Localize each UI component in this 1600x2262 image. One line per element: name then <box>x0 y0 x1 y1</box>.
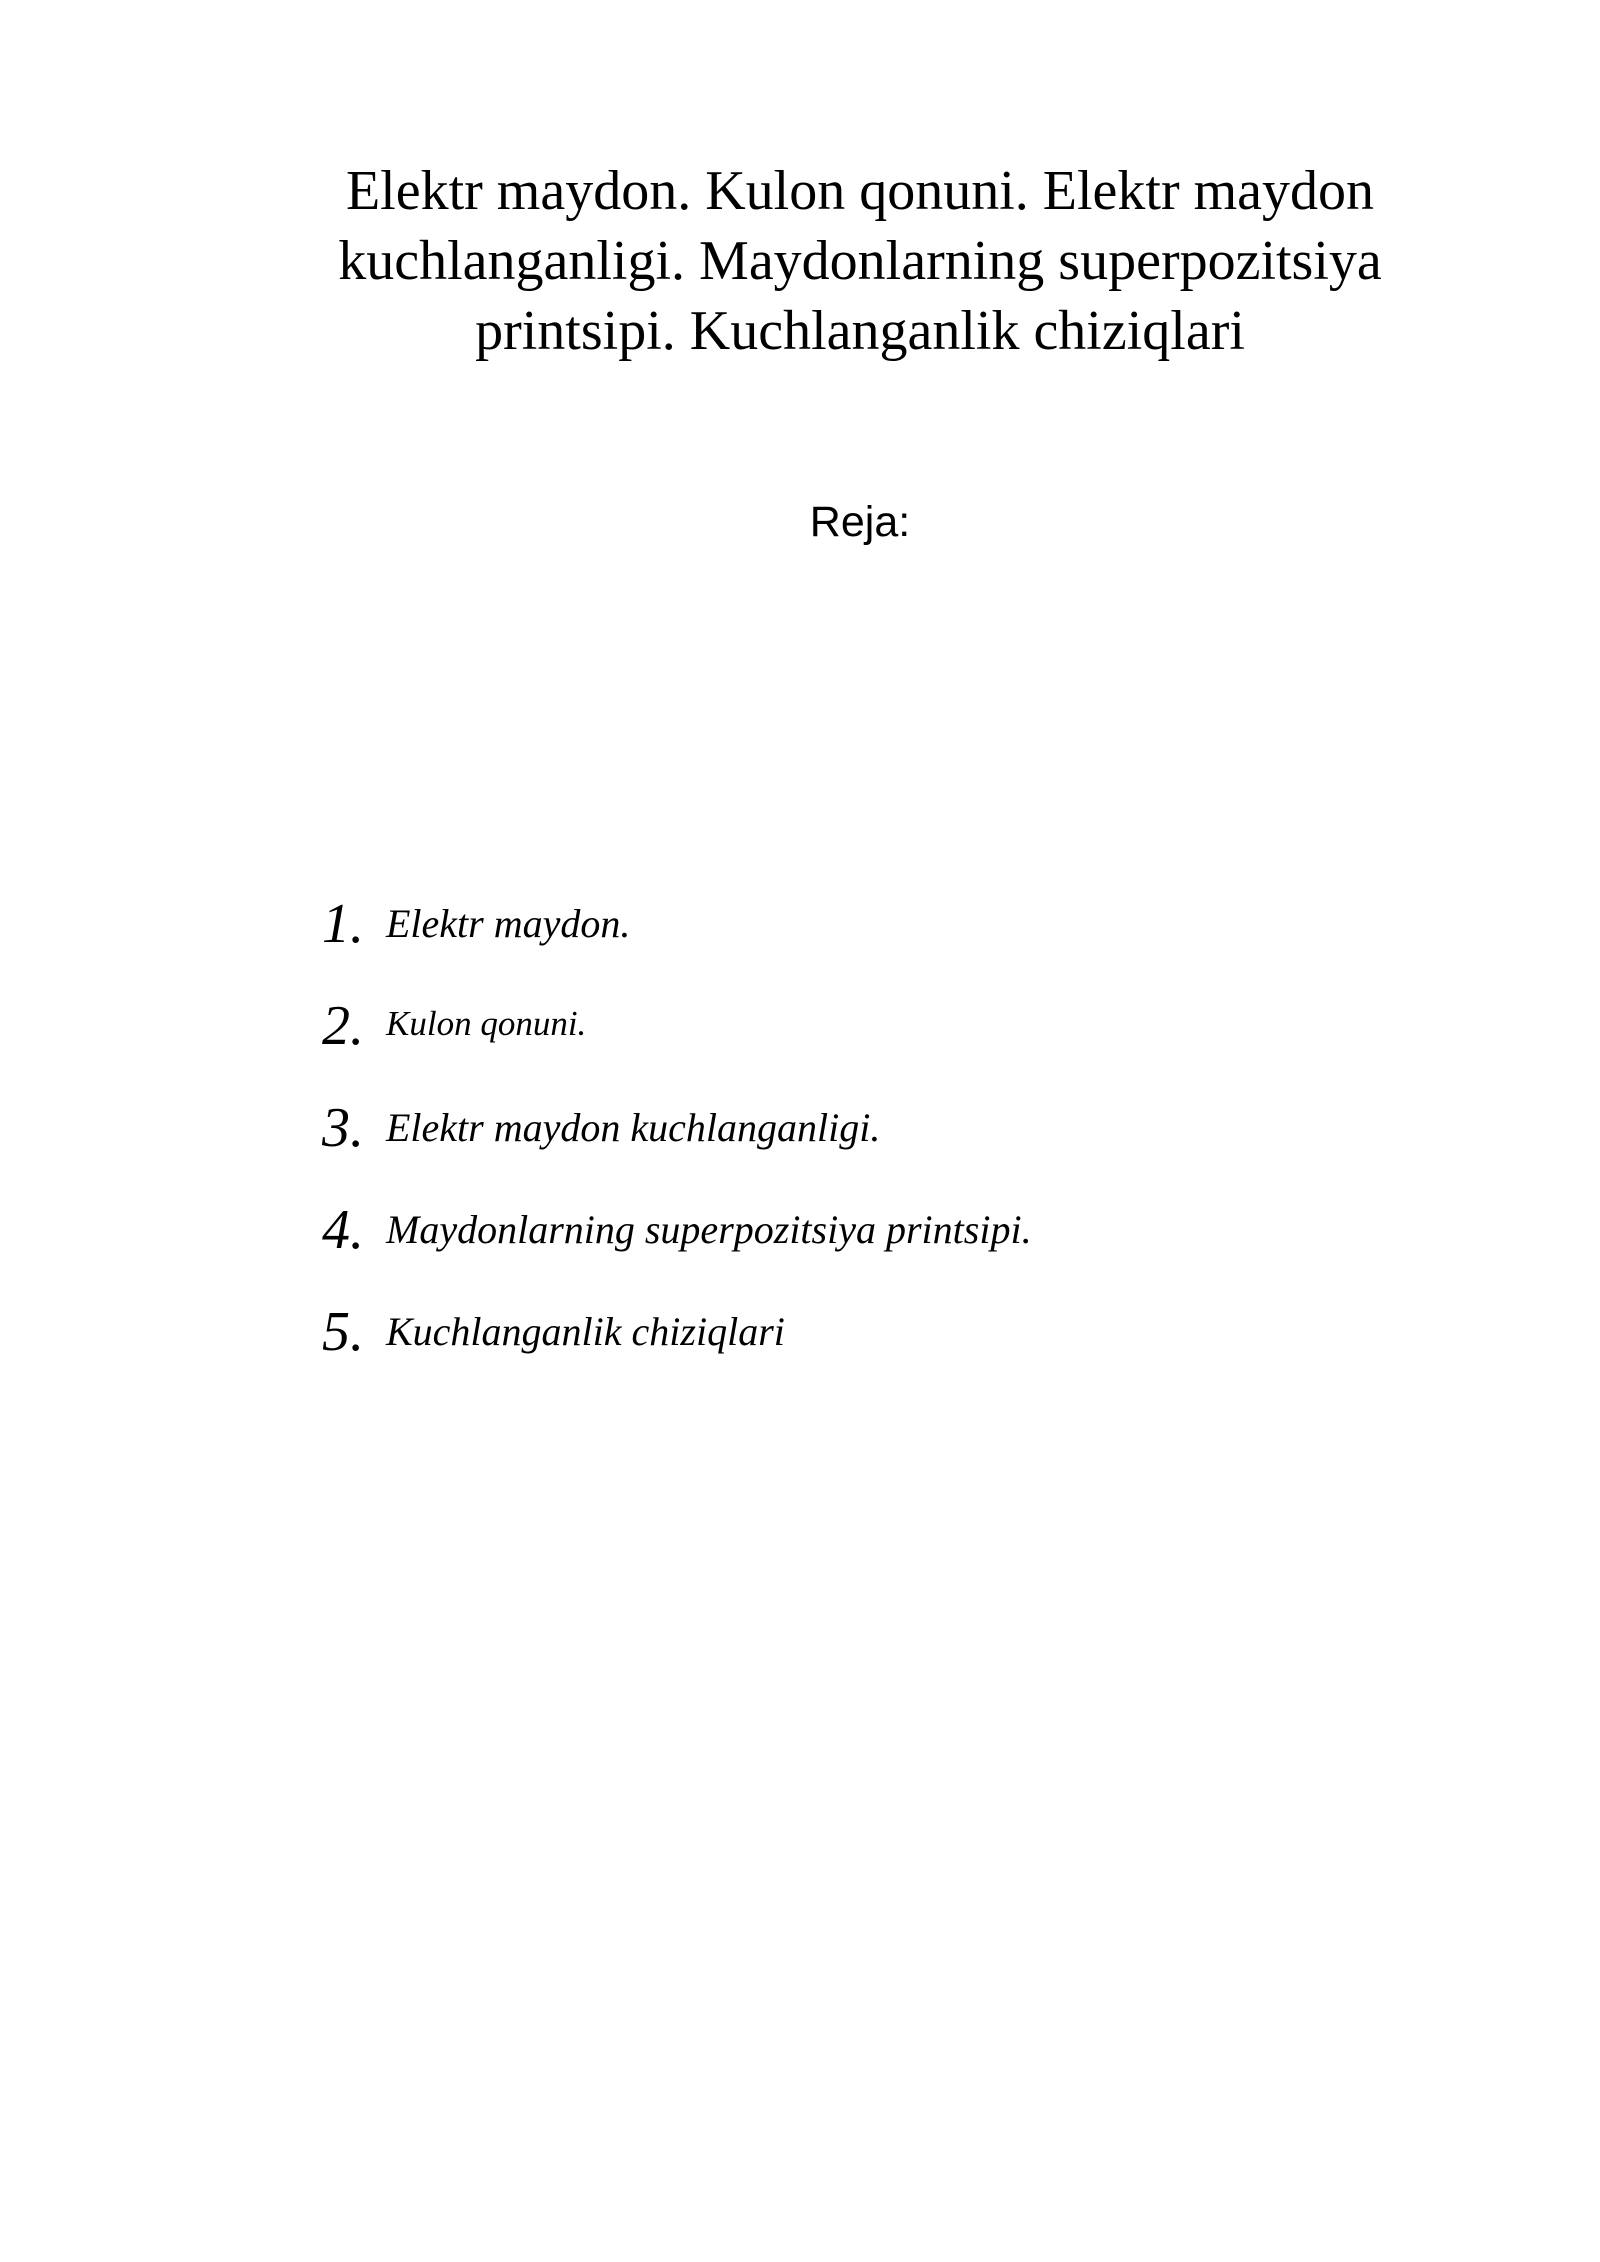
plan-item-number: 3. <box>322 1097 364 1159</box>
plan-item-text: Maydonlarning superpozitsiya printsipi. <box>386 1207 1032 1252</box>
plan-heading: Reja: <box>809 498 911 546</box>
plan-item-number: 1. <box>322 893 364 955</box>
title-line: Elektr maydon. Kulon qonuni. Elektr maydon <box>345 160 1375 222</box>
title-line: kuchlanganligi. Maydonlarning superpozitsiya <box>338 230 1382 292</box>
document-title <box>300 156 1420 366</box>
plan-item-text: Kulon qonuni. <box>386 1004 587 1043</box>
title-line: printsipi. Kuchlanganlik chiziqlari <box>475 300 1245 362</box>
plan-item-number: 2. <box>322 995 364 1057</box>
plan-item-text: Elektr maydon kuchlanganligi. <box>386 1105 881 1150</box>
plan-item-text: Elektr maydon. <box>386 901 631 946</box>
plan-item-number: 5. <box>322 1301 364 1363</box>
plan-item-text: Kuchlanganlik chiziqlari <box>386 1309 785 1354</box>
plan-item-number: 4. <box>322 1199 364 1261</box>
